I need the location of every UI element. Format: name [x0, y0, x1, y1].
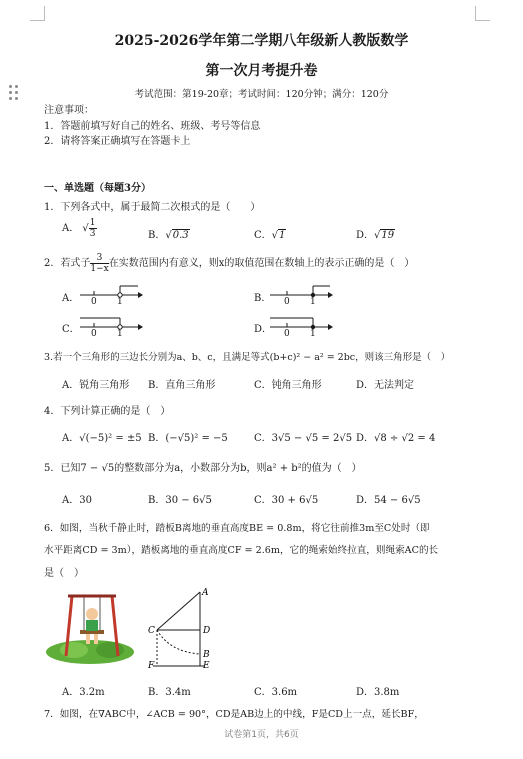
question-6-line-2: 水平距离CD = 3m），踏板离地的垂直高度CF = 2.6m，它的绳索始终拉直，则绳索AC的长 — [44, 545, 439, 556]
fig-label-c: C — [148, 626, 155, 636]
q2-line-a[interactable] — [80, 286, 143, 298]
corner-mark-top-right — [475, 6, 490, 21]
q1-option-b[interactable] — [148, 226, 190, 241]
q1-c-label: C． — [254, 230, 272, 241]
q3-option-d[interactable]: D．无法判定 — [356, 380, 415, 391]
q1-a-expr: √ $\frac{1}{3}$ — [82, 218, 96, 239]
q2-b-zero: 0 — [284, 297, 290, 307]
q4-option-d[interactable]: D．√8 ÷ √2 = 4 — [356, 433, 436, 444]
q1-option-d[interactable] — [356, 226, 395, 241]
q5-option-b[interactable]: B．30 − 6√5 — [148, 495, 212, 506]
q2-line-d[interactable] — [270, 318, 333, 330]
q1-d-expr: √19 — [374, 230, 395, 241]
q2-c-one: 1 — [117, 329, 123, 339]
q1-option-c[interactable] — [254, 226, 286, 241]
q2-a-zero: 0 — [91, 297, 97, 307]
q6-option-c[interactable]: C．3.6m — [254, 687, 298, 698]
q1-b-expr: √0.3 — [165, 230, 189, 241]
q3-option-b[interactable]: B．直角三角形 — [148, 380, 216, 391]
notes-label: 注意事项： — [44, 105, 94, 116]
fig-label-a: A — [202, 588, 209, 598]
q2-line-b[interactable] — [270, 286, 333, 298]
q2-b-label: B． — [254, 293, 272, 304]
swing-illustration — [44, 590, 144, 670]
q3-option-a[interactable]: A．锐角三角形 — [62, 380, 130, 391]
section-heading: 一、单选题（每题3分） — [44, 183, 151, 194]
q2-fraction: $\frac{3}{1-x}$ — [90, 253, 109, 274]
question-7-stem: 7．如图，在∇ABC中，∠ACB = 90°，CD是AB边上的中线，F是CD上一点，延长BF， — [44, 709, 424, 720]
q2-d-one: 1 — [310, 329, 316, 339]
question-6-line-3: 是（ ） — [44, 568, 84, 579]
q4-option-b[interactable]: B．(−√5)² = −5 — [148, 433, 228, 444]
q2-line-c[interactable] — [80, 318, 143, 330]
q3-option-c[interactable]: C．钝角三角形 — [254, 380, 322, 391]
q4-option-c[interactable]: C．3√5 − √5 = 2√5 — [254, 433, 353, 444]
question-1-stem: 1．下列各式中，属于最简二次根式的是（ ） — [44, 202, 261, 213]
q2-d-zero: 0 — [284, 329, 290, 339]
page-subtitle: 第一次月考提升卷 — [205, 63, 318, 79]
question-3-stem: 3.若一个三角形的三边长分别为a、b、c，且满足等式(b+c)² − a² = 2bc，则该三角形是（ ） — [44, 352, 451, 363]
exam-info: 考试范围：第19-20章；考试时间：120分钟；满分：120分 — [134, 89, 389, 100]
q6-option-d[interactable]: D．3.8m — [356, 687, 400, 698]
q5-option-d[interactable]: D．54 − 6√5 — [356, 495, 421, 506]
note-item-2: 2．请将答案正确填写在答题卡上 — [44, 136, 191, 147]
fig-label-d: D — [203, 626, 211, 636]
q6-option-a[interactable]: A．3.2m — [62, 687, 105, 698]
q5-option-a[interactable]: A．30 — [62, 495, 92, 506]
question-6-line-1: 6．如图，当秋千静止时，踏板B离地的垂直高度BE = 0.8m，将它往前推3m至C处时（即 — [44, 523, 430, 534]
q1-a-label: A． — [62, 223, 80, 234]
fig-label-e: E — [203, 661, 210, 668]
question-5-stem: 5．已知7 − √5的整数部分为a，小数部分为b，则a² + b²的值为（ ） — [44, 463, 362, 474]
page-title: 2025-2026学年第二学期八年级新人教版数学 — [114, 33, 409, 49]
note-item-1: 1．答题前填写好自己的姓名、班级、考号等信息 — [44, 121, 261, 132]
page-footer: 试卷第1页，共6页 — [224, 730, 299, 740]
corner-mark-top-left — [30, 6, 45, 21]
q2-b-one: 1 — [310, 297, 316, 307]
q2-a-one: 1 — [117, 297, 123, 307]
question-4-stem: 4．下列计算正确的是（ ） — [44, 406, 171, 417]
fig-label-f: F — [148, 661, 155, 668]
q2-c-zero: 0 — [91, 329, 97, 339]
q1-b-label: B． — [148, 230, 166, 241]
fig-label-b: B — [203, 650, 210, 660]
q1-option-a[interactable] — [62, 218, 97, 239]
q4-option-a[interactable]: A．√(−5)² = ±5 — [62, 433, 142, 444]
q1-c-expr: √1 — [271, 230, 286, 241]
q6-geometry-figure — [148, 586, 228, 668]
q6-option-b[interactable]: B．3.4m — [148, 687, 191, 698]
q2-d-label: D． — [254, 324, 273, 335]
q5-option-c[interactable]: C．30 + 6√5 — [254, 495, 319, 506]
q2-c-label: C． — [62, 324, 80, 335]
q2-a-label: A． — [62, 293, 80, 304]
question-2-stem: 2．若式子 $\frac{3}{1-x}$ 在实数范围内有意义，则x的取值范围在数轴上的表示正确的是（ ） — [44, 253, 415, 274]
q1-d-label: D． — [356, 230, 375, 241]
